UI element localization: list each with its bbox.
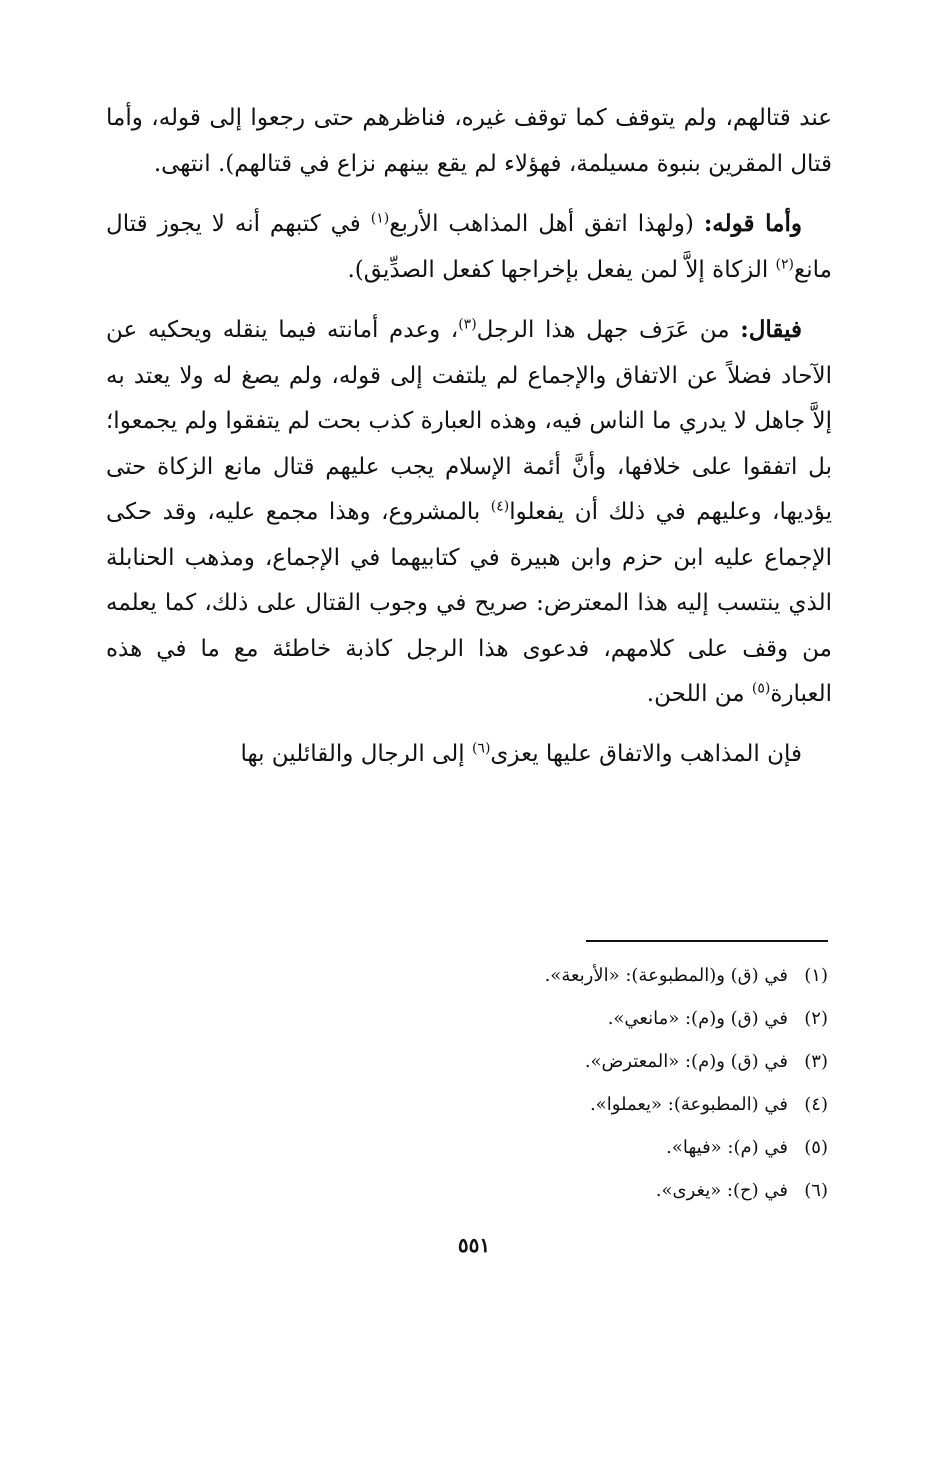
paragraph-1-text: عند قتالهم، ولم يتوقف كما توقف غيره، فناظرهم حتى رجعوا إلى قوله، وأما قتال المقرين بنبوة مسيلمة، فهؤلاء لم يقع بينهم نزاع في قتالهم). انتهى. (106, 105, 832, 177)
paragraph-2-lead: وأما قوله: (703, 210, 802, 237)
paragraph-3-lead: فيقال: (740, 316, 802, 343)
paragraph-3-segment-2: ، وعدم أمانته فيما ينقله ويحكيه عن الآحاد فضلاً عن الاتفاق والإجماع لم يلتفت إلى قوله، ولم يصغ له ولا يعتد به إلاَّ جاهل لا يدري ما الناس فيه، وهذه العبارة كذب بحت لم يتفقوا ولم يجمعوا؛ بل اتفقوا على خلافها، وأنَّ أئمة الإسلام يجب عليهم قتال مانع الزكاة حتى يؤديها، وعليهم في ذلك أن يفعلوا (106, 317, 832, 525)
footnote-1-number: (١) (804, 965, 828, 986)
footnote-2-text: في (ق) و(م): «مانعي». (607, 1008, 788, 1029)
paragraph-3-segment-4: من اللحن. (646, 681, 752, 707)
footnote-3-number: (٣) (804, 1051, 828, 1072)
footnote-6-text: في (ح): «يغرى». (655, 1180, 788, 1201)
paragraph-4-segment-2: إلى الرجال والقائلين بها (240, 740, 472, 767)
footnote-4-text: في (المطبوعة): «يعملوا». (589, 1094, 788, 1115)
footnote-ref-4: (٤) (490, 498, 510, 515)
footnote-ref-5: (٥) (751, 680, 771, 697)
footnote-2 (300, 997, 828, 1040)
footnote-4-number: (٤) (804, 1094, 828, 1115)
footnote-5 (300, 1126, 828, 1169)
footnote-1-text: في (ق) و(المطبوعة): «الأربعة». (544, 965, 788, 986)
paragraph-3-segment-3: بالمشروع، وهذا مجمع عليه، وقد حكى الإجماع عليه ابن حزم وابن هبيرة في كتابيهما في الإجماع، ومذهب الحنابلة الذي ينتسب إليه هذا المعترض: صريح في وجوب القتال على ذلك، كما يعلمه من وقف على كلامهم، فدعوى هذا الرجل كاذبة خاطئة مع ما في هذه العبارة (106, 499, 832, 707)
footnote-3 (300, 1040, 828, 1083)
paragraph-2-segment-1: (ولهذا اتفق أهل المذاهب الأربع (389, 211, 704, 237)
paragraph-2-segment-2: في كتبهم أنه لا يجوز قتال مانع (106, 211, 832, 283)
paragraph-4 (106, 732, 832, 778)
footnote-ref-2: (٢) (775, 255, 795, 272)
footnote-ref-6: (٦) (471, 739, 491, 756)
footnotes (300, 954, 828, 1212)
footnote-6 (300, 1169, 828, 1212)
footnote-5-number: (٥) (804, 1137, 828, 1158)
footnote-3-text: في (ق) و(م): «المعترض». (584, 1051, 788, 1072)
paragraph-3-segment-1: من عَرَف جهل هذا الرجل (476, 317, 741, 343)
footnote-ref-3: (٣) (458, 316, 477, 333)
footnote-6-number: (٦) (804, 1180, 828, 1201)
page-number: ٥٥١ (457, 1233, 491, 1257)
footnote-5-text: في (م): «فيها». (666, 1137, 788, 1158)
paragraph-3 (106, 307, 832, 718)
footnote-1 (300, 954, 828, 997)
footnote-4 (300, 1083, 828, 1126)
footnote-2-number: (٢) (804, 1008, 828, 1029)
paragraph-2 (106, 201, 832, 293)
main-text (106, 96, 832, 791)
paragraph-4-segment-1: فإن المذاهب والاتفاق عليها يعزى (490, 740, 802, 767)
paragraph-1 (106, 96, 832, 187)
footnote-separator (586, 940, 828, 942)
paragraph-2-segment-3: الزكاة إلاَّ لمن يفعل بإخراجها كفعل الصدِّيق). (347, 256, 776, 283)
footnote-ref-1: (١) (370, 210, 390, 227)
